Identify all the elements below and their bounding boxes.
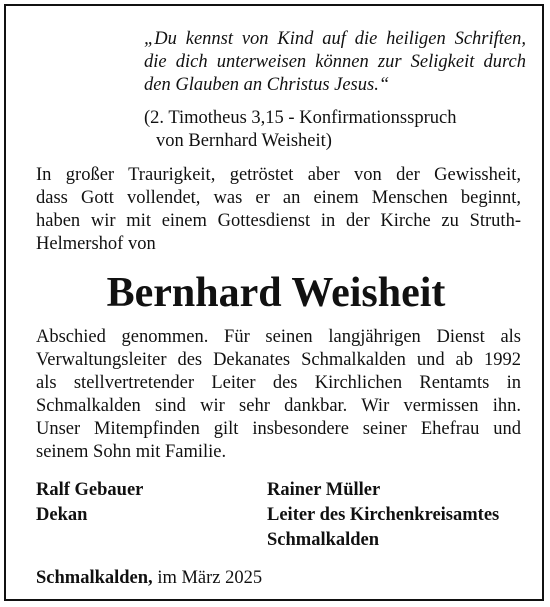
source-line: von Bernhard Weisheit) xyxy=(156,131,332,151)
quote-line: den Glauben an Christus Jesus.“ xyxy=(144,75,390,95)
place-date-line xyxy=(36,567,262,590)
signatory-extra: Schmalkalden xyxy=(267,530,380,550)
body-line: Verwaltungsleiter des Dekanates Schmalkalden und ab 1992 xyxy=(36,350,521,370)
signatory-title: Leiter des Kirchenkreisamtes xyxy=(267,505,500,525)
bible-quote xyxy=(144,28,526,97)
deceased-name: Bernhard Weisheit xyxy=(106,270,446,316)
intro-line: In großer Traurigkeit, getröstet aber von der Gewissheit, xyxy=(36,165,521,185)
body-line: Abschied genommen. Für seinen langjährigen Dienst als xyxy=(36,327,521,347)
signatory-right xyxy=(267,478,499,553)
place: Schmalkalden, xyxy=(36,568,153,588)
body-line: seinem Sohn mit Familie. xyxy=(36,442,227,462)
intro-line: Helmershof von xyxy=(36,234,156,254)
date: im März 2025 xyxy=(152,568,263,588)
quote-line: „Du kennst von Kind auf die heiligen Schriften, xyxy=(144,29,526,49)
body-line: Unser Mitempfinden gilt insbesondere seiner Ehefrau und xyxy=(36,419,521,439)
body-line: Schmalkalden sind wir sehr dankbar. Wir vermissen ihn. xyxy=(36,396,521,416)
source-line: (2. Timotheus 3,15 - Konfirmationsspruch xyxy=(144,108,457,128)
signatory-left xyxy=(36,478,143,528)
signatory-name: Rainer Müller xyxy=(267,480,381,500)
obituary-notice xyxy=(4,4,544,601)
body-line: als stellvertretender Leiter des Kirchlichen Rentamts in xyxy=(36,373,521,393)
intro-line: dass Gott vollendet, was er an einem Menschen beginnt, xyxy=(36,188,521,208)
quote-line: die dich unterweisen können zur Seligkeit durch xyxy=(144,52,526,72)
signatory-name: Ralf Gebauer xyxy=(36,480,144,500)
body-paragraph xyxy=(36,326,521,464)
intro-paragraph xyxy=(36,164,521,256)
intro-line: haben wir mit einem Gottesdienst in der Kirche zu Struth- xyxy=(36,211,521,231)
signatory-title: Dekan xyxy=(36,505,88,525)
quote-source xyxy=(144,107,526,153)
